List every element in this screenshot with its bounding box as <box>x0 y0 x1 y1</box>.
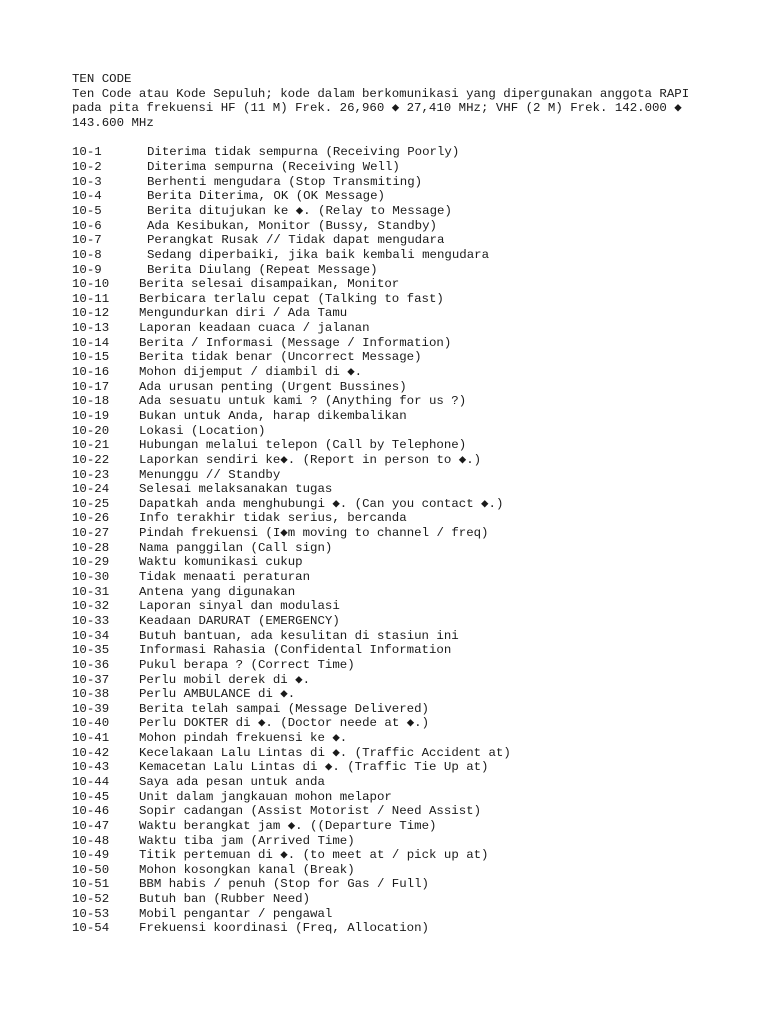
code-number: 10-46 <box>72 804 110 819</box>
code-number: 10-39 <box>72 701 110 716</box>
code-number: 10-35 <box>72 643 110 658</box>
code-number: 10-25 <box>72 496 110 511</box>
code-number: 10-1 <box>72 145 102 160</box>
code-number: 10-53 <box>72 906 110 921</box>
code-description: Informasi Rahasia (Confidental Information <box>139 643 452 658</box>
code-row <box>72 790 712 805</box>
code-number: 10-54 <box>72 921 110 936</box>
code-description: Mohon dijemput / diambil di ◆. <box>139 365 363 380</box>
code-number: 10-43 <box>72 760 110 775</box>
code-number: 10-13 <box>72 321 110 336</box>
code-row <box>72 248 712 263</box>
code-row <box>72 629 712 644</box>
code-description: Perlu mobil derek di ◆. <box>139 672 311 687</box>
code-description: Diterima sempurna (Receiving Well) <box>147 160 400 175</box>
code-number: 10-37 <box>72 672 110 687</box>
code-row <box>72 760 712 775</box>
code-row <box>72 219 712 234</box>
code-row <box>72 497 712 512</box>
code-number: 10-42 <box>72 745 110 760</box>
code-row <box>72 204 712 219</box>
code-list <box>72 145 712 936</box>
code-number: 10-47 <box>72 818 110 833</box>
intro-line-1: Ten Code atau Kode Sepuluh; kode dalam berkomunikasi yang dipergunakan anggota RAPI <box>72 86 690 101</box>
code-number: 10-7 <box>72 233 102 248</box>
code-row <box>72 263 712 278</box>
code-number: 10-40 <box>72 716 110 731</box>
code-row <box>72 189 712 204</box>
code-row <box>72 555 712 570</box>
code-description: Berita / Informasi (Message / Information) <box>139 335 452 350</box>
code-row <box>72 160 712 175</box>
code-row <box>72 175 712 190</box>
code-number: 10-52 <box>72 892 110 907</box>
code-row <box>72 145 712 160</box>
code-description: Frekuensi koordinasi (Freq, Allocation) <box>139 921 429 936</box>
code-description: Selesai melaksanakan tugas <box>139 482 333 497</box>
code-number: 10-15 <box>72 350 110 365</box>
code-row <box>72 834 712 849</box>
code-number: 10-44 <box>72 774 110 789</box>
code-description: Perlu AMBULANCE di ◆. <box>139 687 296 702</box>
code-description: Berita Diterima, OK (OK Message) <box>147 189 385 204</box>
code-row <box>72 731 712 746</box>
code-row <box>72 585 712 600</box>
code-description: Pukul berapa ? (Correct Time) <box>139 657 355 672</box>
code-row <box>72 819 712 834</box>
code-description: Pindah frekuensi (I◆m moving to channel / freq) <box>139 526 489 541</box>
code-number: 10-32 <box>72 599 110 614</box>
code-number: 10-16 <box>72 365 110 380</box>
code-description: Sedang diperbaiki, jika baik kembali mengudara <box>147 247 490 262</box>
code-row <box>72 921 712 936</box>
code-description: Saya ada pesan untuk anda <box>139 774 325 789</box>
code-number: 10-17 <box>72 379 110 394</box>
code-number: 10-29 <box>72 555 110 570</box>
code-row <box>72 687 712 702</box>
code-description: Butuh ban (Rubber Need) <box>139 892 311 907</box>
code-description: Waktu tiba jam (Arrived Time) <box>139 833 355 848</box>
code-description: Dapatkah anda menghubungi ◆. (Can you contact ◆.) <box>139 496 504 511</box>
code-row <box>72 804 712 819</box>
code-description: Mohon pindah frekuensi ke ◆. <box>139 731 348 746</box>
code-number: 10-38 <box>72 687 110 702</box>
code-description: Laporan sinyal dan modulasi <box>139 599 340 614</box>
code-description: Hubungan melalui telepon (Call by Telephone) <box>139 438 467 453</box>
code-description: Perangkat Rusak // Tidak dapat mengudara <box>147 233 445 248</box>
code-description: Ada Kesibukan, Monitor (Bussy, Standby) <box>147 218 437 233</box>
code-row <box>72 863 712 878</box>
code-row <box>72 702 712 717</box>
code-description: Kemacetan Lalu Lintas di ◆. (Traffic Tie Up at) <box>139 760 489 775</box>
paragraph-spacer <box>72 131 712 146</box>
code-row <box>72 438 712 453</box>
code-row <box>72 394 712 409</box>
code-description: Berbicara terlalu cepat (Talking to fast) <box>139 291 444 306</box>
code-row <box>72 775 712 790</box>
code-number: 10-27 <box>72 526 110 541</box>
code-description: Unit dalam jangkauan mohon melapor <box>139 789 392 804</box>
code-number: 10-3 <box>72 174 102 189</box>
code-description: Berita telah sampai (Message Delivered) <box>139 701 429 716</box>
code-row <box>72 350 712 365</box>
code-number: 10-19 <box>72 408 110 423</box>
code-number: 10-28 <box>72 540 110 555</box>
code-number: 10-21 <box>72 438 110 453</box>
code-row <box>72 599 712 614</box>
code-description: Berita Diulang (Repeat Message) <box>147 262 378 277</box>
code-description: Kecelakaan Lalu Lintas di ◆. (Traffic Accident at) <box>139 745 511 760</box>
code-description: Waktu berangkat jam ◆. ((Departure Time) <box>139 818 437 833</box>
code-row <box>72 907 712 922</box>
code-row <box>72 848 712 863</box>
code-row <box>72 409 712 424</box>
code-row <box>72 277 712 292</box>
code-row <box>72 233 712 248</box>
code-row <box>72 892 712 907</box>
code-description: Ada sesuatu untuk kami ? (Anything for us ?) <box>139 394 467 409</box>
code-description: Waktu komunikasi cukup <box>139 555 303 570</box>
code-number: 10-18 <box>72 394 110 409</box>
code-description: Mobil pengantar / pengawal <box>139 906 333 921</box>
code-number: 10-22 <box>72 452 110 467</box>
code-description: Berita ditujukan ke ◆. (Relay to Message) <box>147 204 452 218</box>
code-row <box>72 511 712 526</box>
code-description: Berita tidak benar (Uncorrect Message) <box>139 350 422 365</box>
intro-line-2: pada pita frekuensi HF (11 M) Frek. 26,960 ◆ 27,410 MHz; VHF (2 M) Frek. 142.000 ◆ <box>72 101 682 116</box>
code-number: 10-11 <box>72 291 110 306</box>
code-row <box>72 292 712 307</box>
code-row <box>72 306 712 321</box>
code-number: 10-48 <box>72 833 110 848</box>
code-number: 10-12 <box>72 306 110 321</box>
code-row <box>72 877 712 892</box>
code-number: 10-24 <box>72 482 110 497</box>
code-description: Ada urusan penting (Urgent Bussines) <box>139 379 407 394</box>
code-number: 10-6 <box>72 218 102 233</box>
code-number: 10-20 <box>72 423 110 438</box>
code-description: Antena yang digunakan <box>139 584 296 599</box>
code-row <box>72 643 712 658</box>
code-row <box>72 570 712 585</box>
code-description: Laporkan sendiri ke◆. (Report in person to ◆.) <box>139 452 482 467</box>
code-description: Info terakhir tidak serius, bercanda <box>139 511 407 526</box>
code-description: Menunggu // Standby <box>139 467 281 482</box>
code-description: Keadaan DARURAT (EMERGENCY) <box>139 613 340 628</box>
code-row <box>72 336 712 351</box>
code-row <box>72 321 712 336</box>
code-number: 10-41 <box>72 731 110 746</box>
code-row <box>72 673 712 688</box>
code-description: Diterima tidak sempurna (Receiving Poorly) <box>147 145 460 160</box>
code-number: 10-4 <box>72 189 102 204</box>
intro-line-3: 143.600 MHz <box>72 116 154 131</box>
code-number: 10-51 <box>72 877 110 892</box>
code-row <box>72 424 712 439</box>
code-number: 10-2 <box>72 160 102 175</box>
code-description: Berita selesai disampaikan, Monitor <box>139 277 400 292</box>
code-description: Mengundurkan diri / Ada Tamu <box>139 306 348 321</box>
code-number: 10-50 <box>72 862 110 877</box>
code-row <box>72 482 712 497</box>
code-number: 10-31 <box>72 584 110 599</box>
code-row <box>72 716 712 731</box>
code-row <box>72 541 712 556</box>
code-number: 10-5 <box>72 204 102 218</box>
code-number: 10-8 <box>72 247 102 262</box>
code-description: Berhenti mengudara (Stop Transmiting) <box>147 174 423 189</box>
code-number: 10-45 <box>72 789 110 804</box>
code-number: 10-26 <box>72 511 110 526</box>
code-description: Tidak menaati peraturan <box>139 570 311 585</box>
code-number: 10-36 <box>72 657 110 672</box>
code-row <box>72 746 712 761</box>
code-row <box>72 380 712 395</box>
code-description: Titik pertemuan di ◆. (to meet at / pick up at) <box>139 848 489 863</box>
code-description: Bukan untuk Anda, harap dikembalikan <box>139 408 407 423</box>
code-number: 10-14 <box>72 335 110 350</box>
code-number: 10-49 <box>72 848 110 863</box>
code-number: 10-30 <box>72 570 110 585</box>
code-description: BBM habis / penuh (Stop for Gas / Full) <box>139 877 429 892</box>
code-row <box>72 658 712 673</box>
code-number: 10-34 <box>72 628 110 643</box>
code-row <box>72 453 712 468</box>
code-row <box>72 365 712 380</box>
code-row <box>72 526 712 541</box>
code-number: 10-23 <box>72 467 110 482</box>
document-page <box>72 72 712 936</box>
code-description: Sopir cadangan (Assist Motorist / Need Assist) <box>139 804 482 819</box>
code-description: Nama panggilan (Call sign) <box>139 540 333 555</box>
code-number: 10-10 <box>72 277 110 292</box>
code-description: Laporan keadaan cuaca / jalanan <box>139 321 370 336</box>
code-description: Mohon kosongkan kanal (Break) <box>139 862 355 877</box>
code-number: 10-33 <box>72 613 110 628</box>
code-row <box>72 468 712 483</box>
code-description: Lokasi (Location) <box>139 423 266 438</box>
code-description: Perlu DOKTER di ◆. (Doctor neede at ◆.) <box>139 716 430 731</box>
code-row <box>72 614 712 629</box>
code-number: 10-9 <box>72 262 102 277</box>
code-description: Butuh bantuan, ada kesulitan di stasiun ini <box>139 628 459 643</box>
document-title: TEN CODE <box>72 72 132 86</box>
